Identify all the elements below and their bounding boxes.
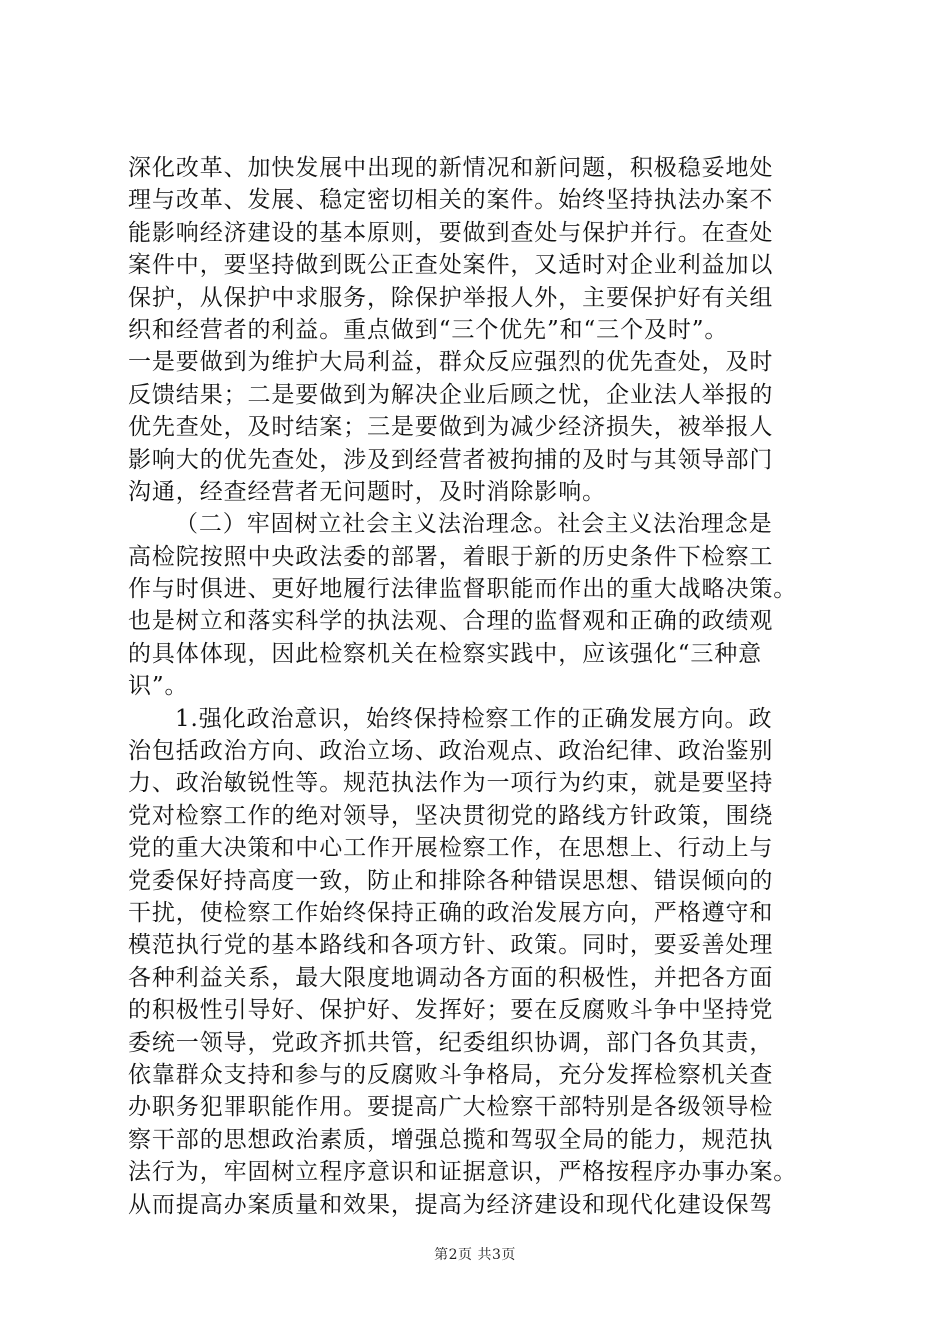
- text-line: 法行为，牢固树立程序意识和证据意识，严格按程序办事办案。: [128, 1159, 798, 1186]
- body-text: [128, 152, 828, 1221]
- text-line: 办职务犯罪职能作用。要提高广大检察干部特别是各级领导检: [128, 1094, 774, 1121]
- text-line: 也是树立和落实科学的执法观、合理的监督观和正确的政绩观: [128, 608, 774, 635]
- text-line: 的积极性引导好、保护好、发挥好；要在反腐败斗争中坚持党: [128, 997, 774, 1024]
- text-line: 的具体体现，因此检察机关在检察实践中，应该强化“三种意: [128, 640, 763, 667]
- text-line: 干扰，使检察工作始终保持正确的政治发展方向，严格遵守和: [128, 899, 774, 926]
- text-line: 识”。: [128, 673, 189, 700]
- text-line: 保护，从保护中求服务，除保护举报人外，主要保护好有关组: [128, 284, 774, 311]
- text-line: 高检院按照中央政法委的部署，着眼于新的历史条件下检察工: [128, 543, 774, 570]
- text-line: 各种利益关系，最大限度地调动各方面的积极性，并把各方面: [128, 964, 774, 991]
- text-line: 从而提高办案质量和效果，提高为经济建设和现代化建设保驾: [128, 1191, 774, 1218]
- text-line: 模范执行党的基本路线和各项方针、政策。同时，要妥善处理: [128, 932, 774, 959]
- text-line: 能影响经济建设的基本原则，要做到查处与保护并行。在查处: [128, 219, 774, 246]
- text-line: 优先查处，及时结案；三是要做到为减少经济损失，被举报人: [128, 414, 774, 441]
- text-line: 治包括政治方向、政治立场、政治观点、政治纪律、政治鉴别: [128, 738, 774, 765]
- page-footer: 第2页 共3页: [434, 1247, 516, 1263]
- text-line: 案件中，要坚持做到既公正查处案件，又适时对企业利益加以: [128, 252, 774, 279]
- text-line: 影响大的优先查处，涉及到经营者被拘捕的及时与其领导部门: [128, 446, 774, 473]
- text-line: 沟通，经查经营者无问题时，及时消除影响。: [128, 478, 606, 505]
- text-line: 深化改革、加快发展中出现的新情况和新问题，积极稳妥地处: [128, 155, 774, 181]
- text-line: 委统一领导，党政齐抓共管，纪委组织协调，部门各负其责，: [128, 1029, 774, 1056]
- text-line: 党的重大决策和中心工作开展检察工作，在思想上、行动上与: [128, 835, 774, 862]
- text-line: 反馈结果；二是要做到为解决企业后顾之忧，企业法人举报的: [128, 381, 774, 408]
- text-line: 理与改革、发展、稳定密切相关的案件。始终坚持执法办案不: [128, 187, 774, 214]
- text-line: 作与时俱进、更好地履行法律监督职能而作出的重大战略决策。: [128, 576, 798, 603]
- text-line: 党委保好持高度一致，防止和排除各种错误思想、错误倾向的: [128, 867, 774, 894]
- text-line: 力、政治敏锐性等。规范执法作为一项行为约束，就是要坚持: [128, 770, 774, 797]
- text-line: 察干部的思想政治素质，增强总揽和驾驭全局的能力，规范执: [128, 1126, 774, 1153]
- text-line: 1.强化政治意识，始终保持检察工作的正确发展方向。政: [175, 705, 773, 732]
- text-line: 依靠群众支持和参与的反腐败斗争格局，充分发挥检察机关查: [128, 1061, 774, 1088]
- text-line: 一是要做到为维护大局利益，群众反应强烈的优先查处，及时: [128, 349, 774, 376]
- text-line: 党对检察工作的绝对领导，坚决贯彻党的路线方针政策，围绕: [128, 802, 774, 829]
- text-line: （二）牢固树立社会主义法治理念。社会主义法治理念是: [175, 511, 773, 538]
- text-line: 织和经营者的利益。重点做到“三个优先”和“三个及时”。: [128, 316, 729, 343]
